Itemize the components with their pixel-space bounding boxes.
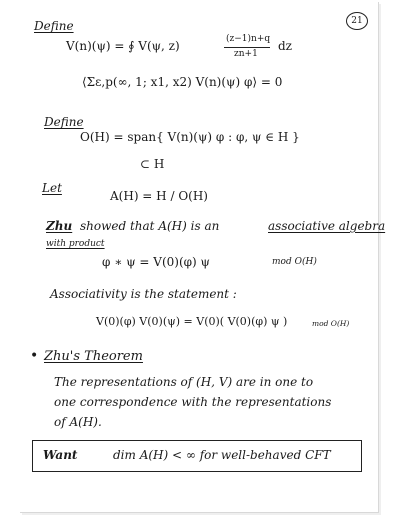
vn-definition: V(n)(ψ) = ∮ V(ψ, z) <box>66 39 180 53</box>
zhu-showed-text: showed that A(H) is an <box>80 219 220 233</box>
associativity-equation: V(0)(φ) V(0)(ψ) = V(0)( V(0)(φ) ψ ) <box>96 315 288 328</box>
theorem-line-3: of A(H). <box>54 415 102 429</box>
sigma-equation: ⟨Σε,p(∞, 1; x1, x2) V(n)(ψ) φ⟩ = 0 <box>82 75 283 89</box>
vn-dz: dz <box>278 39 293 53</box>
with-product: with product <box>46 239 105 249</box>
mod-o-1: mod O(H) <box>272 257 317 267</box>
dim-condition: dim A(H) < ∞ for well-behaved CFT <box>113 448 331 462</box>
zhu-theorem-heading: Zhu's Theorem <box>44 349 143 364</box>
vn-fraction-denominator: zn+1 <box>234 49 258 59</box>
define-label-1: Define <box>34 19 74 33</box>
theorem-line-1: The representations of (H, V) are in one to <box>54 375 314 389</box>
associativity-statement: Associativity is the statement : <box>50 287 237 301</box>
o-definition: O(H) = span{ V(n)(ψ) φ : φ, ψ ∈ H } <box>80 130 300 144</box>
let-label: Let <box>42 181 62 195</box>
mod-o-2: mod O(H) <box>312 319 350 328</box>
page-number: 21 <box>346 12 368 30</box>
theorem-line-2: one correspondence with the representations <box>54 395 332 409</box>
subset-h: ⊂ H <box>140 157 165 171</box>
product-equation: φ ∗ ψ = V(0)(φ) ψ <box>102 255 210 269</box>
want-label: Want <box>43 448 78 462</box>
vn-fraction-numerator: (z−1)n+q <box>226 34 271 44</box>
fraction-bar <box>224 47 270 48</box>
zhu-name: Zhu <box>46 219 73 233</box>
a-definition: A(H) = H / O(H) <box>110 189 208 203</box>
associative-algebra: associative algebra <box>268 219 386 233</box>
define-label-2: Define <box>44 115 84 129</box>
notebook-page <box>20 2 386 513</box>
bullet-point: • <box>30 348 39 364</box>
want-box <box>32 440 362 472</box>
